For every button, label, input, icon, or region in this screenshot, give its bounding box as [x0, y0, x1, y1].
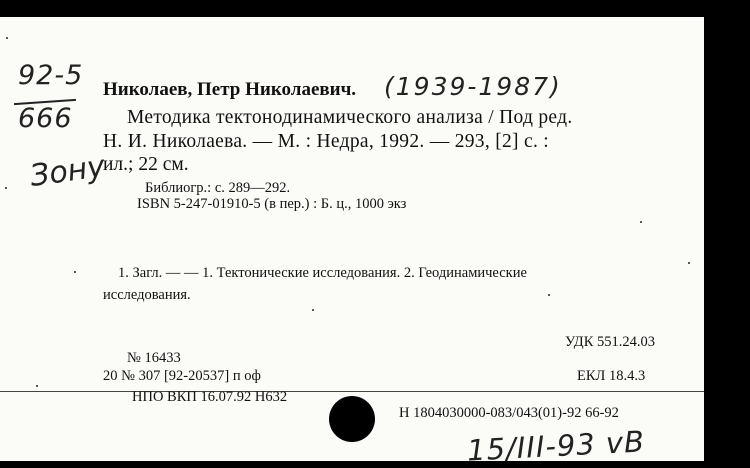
author-years: (1939-1987)	[384, 72, 562, 101]
speck	[6, 37, 8, 39]
divider-line	[0, 391, 704, 392]
speck	[640, 221, 642, 223]
bibliography-note: Библиогр.: с. 289—292.	[145, 180, 291, 196]
author-heading: Николаев, Петр Николаевич.	[103, 79, 357, 100]
speck	[548, 294, 550, 296]
udk-code: УДК 551.24.03	[565, 334, 655, 350]
speck	[74, 271, 76, 273]
speck	[36, 385, 38, 387]
title-line-1: Методика тектонодинамического анализа / Под ред.	[127, 107, 573, 128]
title-line-2: Н. И. Николаева. — М. : Недра, 1992. — 293, [2] с. :	[103, 131, 550, 152]
shelfmark-top: 92-5	[18, 60, 84, 91]
record-number: № 16433	[127, 350, 181, 366]
subjects-line-2: исследования.	[103, 287, 191, 303]
subjects-line-1: 1. Загл. — — 1. Тектонические исследования. 2. Геодинамические	[118, 265, 527, 281]
catalog-card	[0, 17, 704, 468]
speck	[5, 187, 7, 189]
publisher-index: Н 1804030000-083/043(01)-92 66-92	[399, 405, 619, 421]
handwritten-date: 15/III-93 vB	[466, 424, 646, 468]
title-line-3: ил.; 22 см.	[103, 154, 189, 175]
handwritten-note: Зону	[27, 148, 108, 195]
order-number: 20 № 307 [92-20537] п оф	[103, 368, 261, 384]
scan-border	[704, 0, 750, 461]
shelfmark-bottom: 666	[18, 103, 73, 134]
speck	[688, 262, 690, 264]
isbn-line: ISBN 5-247-01910-5 (в пер.) : Б. ц., 1000 экз	[137, 196, 407, 212]
npo-line: НПО ВКП 16.07.92 Н632	[132, 389, 288, 405]
ekl-code: ЕКЛ 18.4.3	[577, 368, 646, 384]
speck	[312, 309, 314, 311]
punch-hole	[329, 396, 375, 442]
